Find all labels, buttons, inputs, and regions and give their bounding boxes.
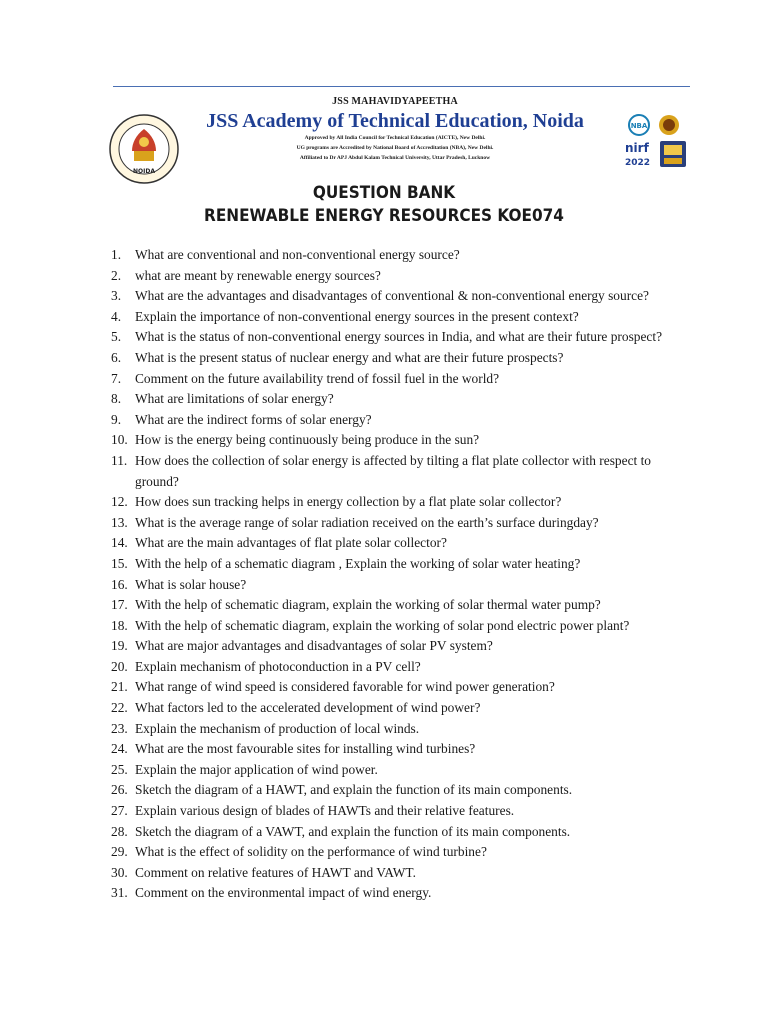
question-number: 8. (111, 391, 122, 407)
institute-seal-logo (108, 113, 180, 185)
question-text: What factors led to the accelerated development of wind power? (135, 700, 481, 716)
parent-organization: JSS MAHAVIDYAPEETHA (332, 96, 458, 107)
question-number: 3. (111, 288, 122, 304)
question-number: 21. (111, 679, 128, 695)
question-number: 20. (111, 658, 128, 674)
course-title: RENEWABLE ENERGY RESOURCES KOE074 (204, 206, 564, 226)
question-item (111, 616, 671, 637)
question-item (111, 595, 671, 616)
question-item (111, 245, 671, 266)
question-text: Explain the major application of wind power. (135, 761, 378, 777)
question-item (111, 286, 671, 307)
question-number: 7. (111, 370, 122, 386)
question-number: 29. (111, 844, 128, 860)
question-text: What is the present status of nuclear energy and what are their future prospects? (135, 349, 564, 365)
question-number: 15. (111, 555, 128, 571)
question-number: 19. (111, 638, 128, 654)
question-number: 5. (111, 329, 122, 345)
question-number: 2. (111, 267, 122, 283)
question-item (111, 657, 671, 678)
question-text: With the help of schematic diagram, explain the working of solar pond electric power plant? (135, 617, 630, 633)
question-text: With the help of schematic diagram, explain the working of solar thermal water pump? (135, 597, 601, 613)
svg-text:NBA: NBA (630, 122, 648, 130)
question-number: 18. (111, 617, 128, 633)
question-text: What are conventional and non-conventional energy source? (135, 247, 460, 262)
question-item (111, 389, 671, 410)
question-text: What is solar house? (135, 576, 247, 592)
question-text: Sketch the diagram of a HAWT, and explain the function of its main components. (135, 782, 573, 798)
question-item (111, 801, 671, 822)
question-text: Explain the mechanism of production of local winds. (135, 720, 420, 736)
seal-text: NOIDA (133, 168, 155, 175)
question-text: What are limitations of solar energy? (135, 391, 334, 407)
question-item (111, 451, 671, 492)
institute-header (180, 96, 610, 163)
question-item (111, 636, 671, 657)
question-number: 14. (111, 535, 128, 551)
question-text: How is the energy being continuously being produce in the sun? (135, 432, 480, 448)
question-item (111, 327, 671, 348)
question-number: 30. (111, 864, 128, 880)
question-text: What are major advantages and disadvantages of solar PV system? (135, 638, 493, 654)
question-number: 27. (111, 803, 128, 819)
nirf-year: 2022 (625, 158, 651, 168)
question-text: What are the advantages and disadvantages of conventional & non-conventional energy source? (135, 288, 649, 304)
question-item (111, 698, 671, 719)
question-item (111, 760, 671, 781)
question-item (111, 410, 671, 431)
question-item (111, 492, 671, 513)
nirf-label: nirf (625, 141, 649, 155)
question-number: 28. (111, 823, 128, 839)
question-text: How does the collection of solar energy is affected by tilting a flat plate collector with respect to ground? (135, 452, 651, 489)
question-item (111, 348, 671, 369)
question-item (111, 513, 671, 534)
question-item (111, 842, 671, 863)
question-number: 4. (111, 308, 122, 324)
question-number: 26. (111, 782, 128, 798)
question-text: Comment on relative features of HAWT and VAWT. (135, 864, 416, 880)
question-number: 12. (111, 494, 128, 510)
question-number: 1. (111, 247, 122, 262)
iqac-badge-icon (660, 141, 686, 167)
question-number: 31. (111, 885, 128, 901)
question-text: What are the most favourable sites for installing wind turbines? (135, 741, 476, 757)
question-number: 23. (111, 720, 128, 736)
question-number: 24. (111, 741, 128, 757)
question-number: 9. (111, 411, 122, 427)
question-text: What range of wind speed is considered favorable for wind power generation? (135, 679, 555, 695)
question-item (111, 430, 671, 451)
question-item (111, 554, 671, 575)
question-text: Sketch the diagram of a VAWT, and explain the function of its main components. (135, 823, 571, 839)
institute-name: JSS Academy of Technical Education, Noida (206, 110, 584, 132)
question-text: What is the average range of solar radiation received on the earth’s surface duringday? (135, 514, 599, 530)
question-number: 10. (111, 432, 128, 448)
question-item (111, 266, 671, 287)
question-number: 13. (111, 514, 128, 530)
question-item (111, 677, 671, 698)
question-item (111, 369, 671, 390)
question-number: 16. (111, 576, 128, 592)
question-item (111, 780, 671, 801)
question-number: 17. (111, 597, 128, 613)
question-text: With the help of a schematic diagram , Explain the working of solar water heating? (135, 555, 581, 571)
question-number: 25. (111, 761, 128, 777)
question-text: Explain various design of blades of HAWTs and their relative features. (135, 803, 515, 819)
question-text: What are the main advantages of flat plate solar collector? (135, 535, 447, 551)
question-text: Explain mechanism of photoconduction in a PV cell? (135, 658, 421, 674)
affiliation-line: Affiliated to Dr APJ Abdul Kalam Technical University, Uttar Pradesh, Lucknow (299, 155, 491, 161)
question-item (111, 307, 671, 328)
accreditation-badges (622, 112, 690, 170)
question-text: Comment on the future availability trend of fossil fuel in the world? (135, 370, 500, 386)
question-text: What are the indirect forms of solar energy? (135, 411, 372, 427)
question-text: What is the status of non-conventional energy sources in India, and what are their future prospect? (135, 329, 663, 345)
question-text: What is the effect of solidity on the performance of wind turbine? (135, 844, 487, 860)
question-item (111, 575, 671, 596)
question-text: what are meant by renewable energy sources? (135, 267, 381, 283)
question-item (111, 863, 671, 884)
naac-badge-icon (659, 115, 679, 135)
question-text: Explain the importance of non-conventional energy sources in the present context? (135, 308, 579, 324)
question-number: 6. (111, 349, 122, 365)
accreditation-line: UG programs are Accredited by National Board of Accreditation (NBA), New Delhi. (296, 145, 494, 151)
question-item (111, 739, 671, 760)
question-number: 11. (111, 452, 128, 468)
question-item (111, 883, 671, 904)
question-item (111, 533, 671, 554)
header-rule (113, 86, 690, 87)
question-list (111, 245, 671, 904)
question-text: How does sun tracking helps in energy collection by a flat plate solar collector? (135, 494, 562, 510)
question-item (111, 822, 671, 843)
question-text: Comment on the environmental impact of wind energy. (135, 885, 432, 901)
document-title: QUESTION BANK (312, 183, 456, 203)
approval-line: Approved by All India Council for Technical Education (AICTE), New Delhi. (304, 135, 486, 141)
question-number: 22. (111, 700, 128, 716)
question-item (111, 719, 671, 740)
